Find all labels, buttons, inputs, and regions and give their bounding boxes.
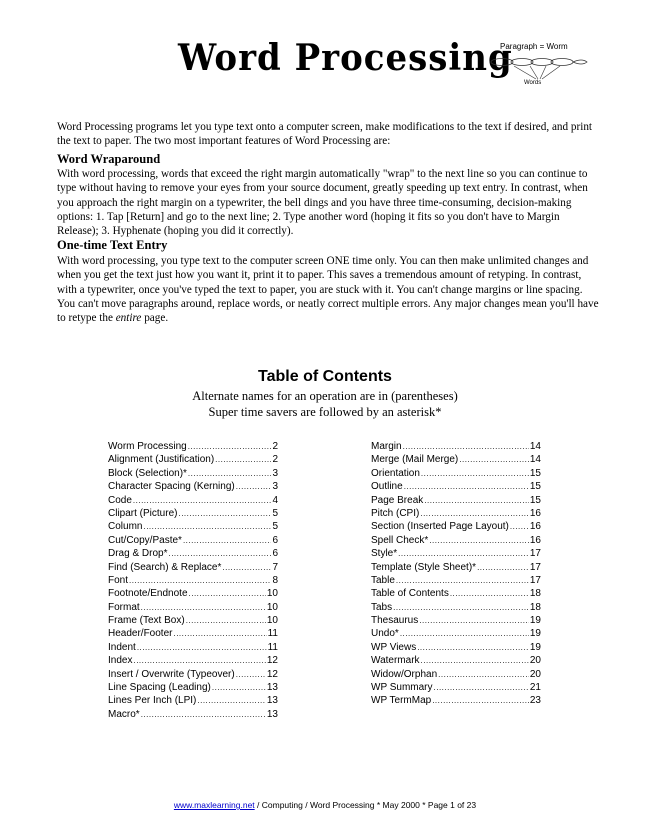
toc-entry[interactable] xyxy=(371,467,541,480)
toc-entry[interactable] xyxy=(108,494,278,507)
toc-entry[interactable] xyxy=(371,574,541,587)
toc-dot-leader xyxy=(432,694,529,707)
toc-entry-page: 3 xyxy=(272,467,278,479)
toc-entry-page: 2 xyxy=(272,441,278,452)
section-heading-one-time-entry: One-time Text Entry xyxy=(57,238,168,252)
toc-dot-leader xyxy=(417,641,529,654)
toc-entry-name: Worm Processing xyxy=(108,441,187,452)
toc-entry-name: Widow/Orphan xyxy=(371,668,438,680)
toc-entry-name: Code xyxy=(108,494,132,506)
toc-entry-page: 12 xyxy=(266,668,278,680)
toc-dot-leader xyxy=(424,494,529,507)
worm-diagram xyxy=(486,40,596,90)
toc-entry-name: Footnote/Endnote xyxy=(108,588,188,600)
toc-entry-page: 14 xyxy=(529,441,541,452)
toc-dot-leader xyxy=(404,480,529,493)
toc-entry-page: 8 xyxy=(272,574,278,586)
toc-entry-name: Outline xyxy=(371,481,403,493)
toc-entry-page: 4 xyxy=(272,494,278,506)
section-body-one-time-entry: With word processing, you type text to the computer screen ONE time only. You can then make unlimited changes and when you get the text just how you want it, print it to paper. This saves a tremendous amount of retyping. In contrast, with a typewriter, once you've typed the text to paper, you are stuck with it. You can't change margins or line spacing. You can't move paragraphs around, replace words, or neatly correct multiple errors. Any major changes mean you'll have to retype the entire page. xyxy=(57,255,599,325)
toc-entry-name: Lines Per Inch (LPI) xyxy=(108,695,197,707)
toc-entry[interactable] xyxy=(108,534,278,547)
toc-dot-leader xyxy=(133,494,272,507)
toc-entry-page: 11 xyxy=(267,641,278,653)
toc-dot-leader xyxy=(188,467,272,480)
toc-entry-page: 15 xyxy=(529,481,541,493)
toc-entry-name: Section (Inserted Page Layout) xyxy=(371,521,509,533)
worm-icon xyxy=(486,54,596,82)
toc-dot-leader xyxy=(477,561,529,574)
toc-entry[interactable] xyxy=(108,587,278,600)
toc-entry[interactable] xyxy=(371,561,541,574)
toc-entry-name: Watermark xyxy=(371,655,420,667)
toc-entry-page: 3 xyxy=(272,481,278,493)
toc-dot-leader xyxy=(396,574,529,587)
toc-entry-name: Thesaurus xyxy=(371,615,419,627)
toc-entry[interactable] xyxy=(108,641,278,654)
toc-entry[interactable] xyxy=(108,681,278,694)
toc-entry-page: 19 xyxy=(529,615,541,627)
toc-dot-leader xyxy=(186,614,266,627)
footer-text: / Computing / Word Processing * May 2000 * Page 1 of 23 xyxy=(254,800,477,810)
toc-dot-leader xyxy=(403,440,529,453)
toc-entry-name: Block (Selection)* xyxy=(108,467,187,479)
toc-entry-page: 15 xyxy=(529,494,541,506)
intro-paragraph: Word Processing programs let you type text onto a computer screen, make modifications to the text if desired, and print the text to paper. The two most important features of Word Processing are: xyxy=(57,121,593,148)
toc-entry[interactable] xyxy=(371,668,541,681)
toc-dot-leader xyxy=(178,507,271,520)
toc-dot-leader xyxy=(429,534,529,547)
toc-entry[interactable] xyxy=(371,453,541,466)
toc-entry[interactable] xyxy=(371,440,541,453)
toc-entry-page: 10 xyxy=(266,615,278,627)
toc-entry-page: 15 xyxy=(529,467,541,479)
toc-entry-name: Margin xyxy=(371,441,402,452)
toc-entry-name: Frame (Text Box) xyxy=(108,615,185,627)
toc-entry-name: Find (Search) & Replace* xyxy=(108,561,222,573)
toc-entry[interactable] xyxy=(108,574,278,587)
toc-entry[interactable] xyxy=(371,627,541,640)
toc-entry[interactable] xyxy=(108,627,278,640)
toc-dot-leader xyxy=(222,561,271,574)
toc-entry-name: Table xyxy=(371,574,395,586)
emphasis-entire: entire xyxy=(115,312,142,325)
toc-entry-name: WP TermMap xyxy=(371,695,432,707)
diagram-paragraph-label: Paragraph = Worm xyxy=(500,42,568,51)
toc-subtitle-asterisk: Super time savers are followed by an asterisk* xyxy=(208,405,442,419)
toc-entry-page: 23 xyxy=(529,695,541,707)
toc-subtitle-parentheses: Alternate names for an operation are in (parentheses) xyxy=(192,389,458,403)
toc-entry-page: 11 xyxy=(267,628,278,640)
toc-dot-leader xyxy=(212,681,266,694)
toc-entry-page: 16 xyxy=(529,534,541,546)
toc-dot-leader xyxy=(421,467,529,480)
toc-dot-leader xyxy=(141,708,266,721)
toc-entry-name: Index xyxy=(108,655,133,667)
toc-entry-page: 19 xyxy=(529,641,541,653)
toc-dot-leader xyxy=(143,520,271,533)
toc-dot-leader xyxy=(420,507,529,520)
toc-entry[interactable] xyxy=(371,654,541,667)
toc-entry-page: 5 xyxy=(272,507,278,519)
toc-entry[interactable] xyxy=(108,547,278,560)
toc-entry[interactable] xyxy=(108,561,278,574)
toc-entry-page: 18 xyxy=(529,601,541,613)
toc-entry-page: 20 xyxy=(529,668,541,680)
footer-link[interactable]: www.maxlearning.net xyxy=(173,800,255,810)
diagram-words-label: Words xyxy=(524,80,542,86)
toc-dot-leader xyxy=(141,601,266,614)
toc-entry[interactable] xyxy=(371,601,541,614)
toc-entry[interactable] xyxy=(108,467,278,480)
toc-entry[interactable] xyxy=(108,480,278,493)
toc-entry-name: Cut/Copy/Paste* xyxy=(108,534,182,546)
toc-entry[interactable] xyxy=(108,694,278,707)
toc-entry-name: Spell Check* xyxy=(371,534,429,546)
toc-entry-page: 10 xyxy=(266,588,278,600)
toc-entry-name: Undo* xyxy=(371,628,399,640)
toc-entry-name: Drag & Drop* xyxy=(108,548,168,560)
toc-entry-page: 14 xyxy=(529,454,541,466)
toc-entry[interactable] xyxy=(371,694,541,707)
toc-entry-name: Font xyxy=(108,574,129,586)
toc-dot-leader xyxy=(183,534,272,547)
toc-entry-page: 10 xyxy=(266,601,278,613)
toc-entry-page: 6 xyxy=(272,534,278,546)
toc-entry-name: Line Spacing (Leading) xyxy=(108,682,211,694)
toc-entry[interactable] xyxy=(371,641,541,654)
toc-entry[interactable] xyxy=(371,614,541,627)
toc-entry[interactable] xyxy=(371,547,541,560)
toc-entry-name: Orientation xyxy=(371,467,420,479)
toc-entry-page: 2 xyxy=(272,454,278,466)
section-body-word-wraparound: With word processing, words that exceed the right margin automatically "wrap" to the next line so you can continue to type without having to remove your eyes from your source document, greatly speeding up text entry. In contrast, when you approach the right margin on a typewriter, the bell dings and you have three time-consuming, decision-making options: 1. Tap [Return] and go to the next line; 2. Type another word (hoping it fits so you don't have to Margin Release); 3. Hyphenate (hoping you did it correctly). xyxy=(57,168,588,238)
page-footer xyxy=(0,800,650,810)
toc-entry-name: Clipart (Picture) xyxy=(108,507,178,519)
toc-title: Table of Contents xyxy=(258,368,392,385)
toc-dot-leader xyxy=(137,641,267,654)
toc-entry-name: Insert / Overwrite (Typeover) xyxy=(108,668,235,680)
toc-dot-leader xyxy=(188,440,272,453)
toc-dot-leader xyxy=(129,574,271,587)
toc-dot-leader xyxy=(438,668,529,681)
toc-entry-page: 13 xyxy=(266,708,278,720)
toc-entry-page: 18 xyxy=(529,588,541,600)
toc-dot-leader xyxy=(434,681,529,694)
toc-entry-name: Tabs xyxy=(371,601,393,613)
toc-entry[interactable] xyxy=(108,601,278,614)
toc-entry-page: 12 xyxy=(266,655,278,667)
toc-dot-leader xyxy=(236,480,272,493)
toc-dot-leader xyxy=(168,547,271,560)
toc-entry[interactable] xyxy=(108,708,278,721)
toc-entry[interactable] xyxy=(371,520,541,533)
toc-entry-name: Macro* xyxy=(108,708,140,720)
toc-entry-page: 16 xyxy=(529,507,541,519)
toc-dot-leader xyxy=(510,520,529,533)
toc-dot-leader xyxy=(421,654,529,667)
toc-dot-leader xyxy=(236,668,266,681)
toc-entry-name: Column xyxy=(108,521,143,533)
toc-entry-page: 5 xyxy=(272,521,278,533)
toc-entry-page: 17 xyxy=(529,548,541,560)
toc-dot-leader xyxy=(398,547,529,560)
toc-entry-page: 13 xyxy=(266,695,278,707)
toc-entry[interactable] xyxy=(371,507,541,520)
toc-entry-page: 7 xyxy=(272,561,278,573)
toc-entry[interactable] xyxy=(108,614,278,627)
toc-entry-name: Pitch (CPI) xyxy=(371,507,420,519)
toc-entry[interactable] xyxy=(108,520,278,533)
toc-dot-leader xyxy=(400,627,529,640)
page-title: Word Processing xyxy=(178,36,513,80)
toc-dot-leader xyxy=(419,614,529,627)
section-heading-word-wraparound: Word Wraparound xyxy=(57,152,161,166)
toc-entry[interactable] xyxy=(371,587,541,600)
toc-entry[interactable] xyxy=(108,668,278,681)
toc-entry-name: Table of Contents xyxy=(371,588,449,600)
toc-entry-page: 13 xyxy=(266,682,278,694)
toc-entry[interactable] xyxy=(108,440,278,453)
toc-entry-name: Header/Footer xyxy=(108,628,173,640)
toc-entry-page: 21 xyxy=(529,682,541,694)
toc-dot-leader xyxy=(189,587,266,600)
toc-entry-page: 20 xyxy=(529,655,541,667)
toc-entry-page: 16 xyxy=(529,521,541,533)
toc-entry-name: Page Break xyxy=(371,494,424,506)
toc-entry[interactable] xyxy=(108,453,278,466)
toc-entry-name: Indent xyxy=(108,641,136,653)
toc-entry-page: 17 xyxy=(529,574,541,586)
toc-entry-page: 6 xyxy=(272,548,278,560)
toc-entry-name: Character Spacing (Kerning) xyxy=(108,481,235,493)
toc-dot-leader xyxy=(393,601,529,614)
toc-entry[interactable] xyxy=(371,681,541,694)
toc-entry[interactable] xyxy=(371,534,541,547)
toc-entry-name: WP Summary xyxy=(371,682,433,694)
toc-entry[interactable] xyxy=(371,480,541,493)
toc-entry-name: Alignment (Justification) xyxy=(108,454,215,466)
toc-entry-name: Merge (Mail Merge) xyxy=(371,454,459,466)
toc-entry-name: Format xyxy=(108,601,140,613)
toc-entry-name: Style* xyxy=(371,548,398,560)
toc-entry-page: 19 xyxy=(529,628,541,640)
toc-dot-leader xyxy=(197,694,266,707)
toc-right-column xyxy=(371,440,541,708)
toc-dot-leader xyxy=(459,453,529,466)
toc-entry-name: WP Views xyxy=(371,641,417,653)
toc-left-column xyxy=(108,440,278,721)
toc-dot-leader xyxy=(215,453,271,466)
toc-entry-page: 17 xyxy=(529,561,541,573)
toc-dot-leader xyxy=(173,627,266,640)
toc-dot-leader xyxy=(450,587,529,600)
toc-entry[interactable] xyxy=(371,494,541,507)
toc-entry[interactable] xyxy=(108,654,278,667)
toc-entry-name: Template (Style Sheet)* xyxy=(371,561,477,573)
toc-dot-leader xyxy=(133,654,265,667)
toc-entry[interactable] xyxy=(108,507,278,520)
